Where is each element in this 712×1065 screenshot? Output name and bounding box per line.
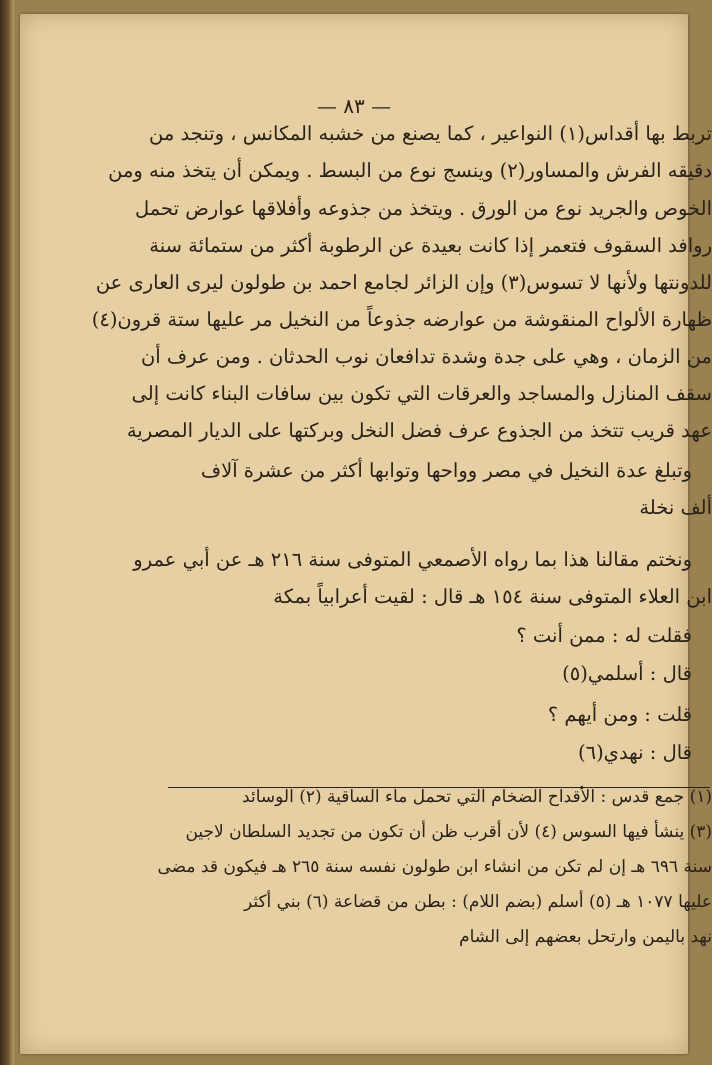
text-line: دقيقه الفرش والمساور(٢) وينسج نوع من البسط . ويمكن أن يتخذ منه ومن <box>108 159 712 182</box>
dialogue-line: فقلت له : ممن أنت ؟ <box>516 624 692 647</box>
text-line: ونختم مقالنا هذا بما رواه الأصمعي المتوفى سنة ٢١٦ هـ عن أبي عمرو <box>133 548 692 571</box>
footnote-line: (٣) ينشأ فيها السوس (٤) لأن أقرب ظن أن تكون من تجديد السلطان لاجين <box>185 822 712 842</box>
page-number: — ٨٣ — <box>316 94 392 118</box>
text-line: روافد السقوف فتعمر إذا كانت بعيدة عن الرطوبة أكثر من ستمائة سنة <box>149 234 712 257</box>
text-line: ابن العلاء المتوفى سنة ١٥٤ هـ قال : لقيت أعرابياً بمكة <box>273 585 712 608</box>
dialogue-line: قلت : ومن أيهم ؟ <box>547 703 692 726</box>
text-line: عهد قريب تتخذ من الجذوع عرف فضل النخل وبركتها على الديار المصرية <box>126 419 712 442</box>
footnote-line: (١) جمع قدس : الأقداح الضخام التي تحمل ماء الساقية (٢) الوسائد <box>242 787 712 807</box>
text-line: من الزمان ، وهي على جدة وشدة تدافعان نوب الحدثان . ومن عرف أن <box>140 345 712 368</box>
book-spine-shadow <box>0 0 14 1065</box>
dialogue-line: قال : أسلمي(٥) <box>562 662 692 685</box>
text-line: وتبلغ عدة النخيل في مصر وواحها وتوابها أكثر من عشرة آلاف <box>200 459 692 482</box>
text-line: سقف المنازل والمساجد والعرقات التي تكون بين سافات البناء كانت إلى <box>131 382 712 405</box>
footnote-line: سنة ٦٩٦ هـ إن لم تكن من انشاء ابن طولون نفسه سنة ٢٦٥ هـ فيكون قد مضى <box>157 857 712 877</box>
book-page <box>20 14 712 1054</box>
text-line: للدونتها ولأنها لا تسوس(٣) وإن الزائر لجامع احمد بن طولون ليرى العارى عن <box>95 271 712 294</box>
text-line: تربط بها أقداس(١) النواعير ، كما يصنع من خشبه المكانس ، وتنجد من <box>148 122 712 145</box>
footnote-line: نهد باليمن وارتحل بعضهم إلى الشام <box>459 927 712 947</box>
text-line: ألف نخلة <box>639 496 712 519</box>
dialogue-line: قال : نهدي(٦) <box>577 741 692 764</box>
text-line: الخوص والجريد نوع من الورق . ويتخذ من جذوعه وأفلاقها عوارض تحمل <box>134 197 712 220</box>
text-line: ظهارة الألواح المنقوشة من عوارضه جذوعاً من النخيل مر عليها ستة قرون(٤) <box>91 308 712 331</box>
footnote-line: عليها ١٠٧٧ هـ (٥) أسلم (بضم اللام) : بطن من قضاعة (٦) بني أكثر <box>243 892 712 912</box>
